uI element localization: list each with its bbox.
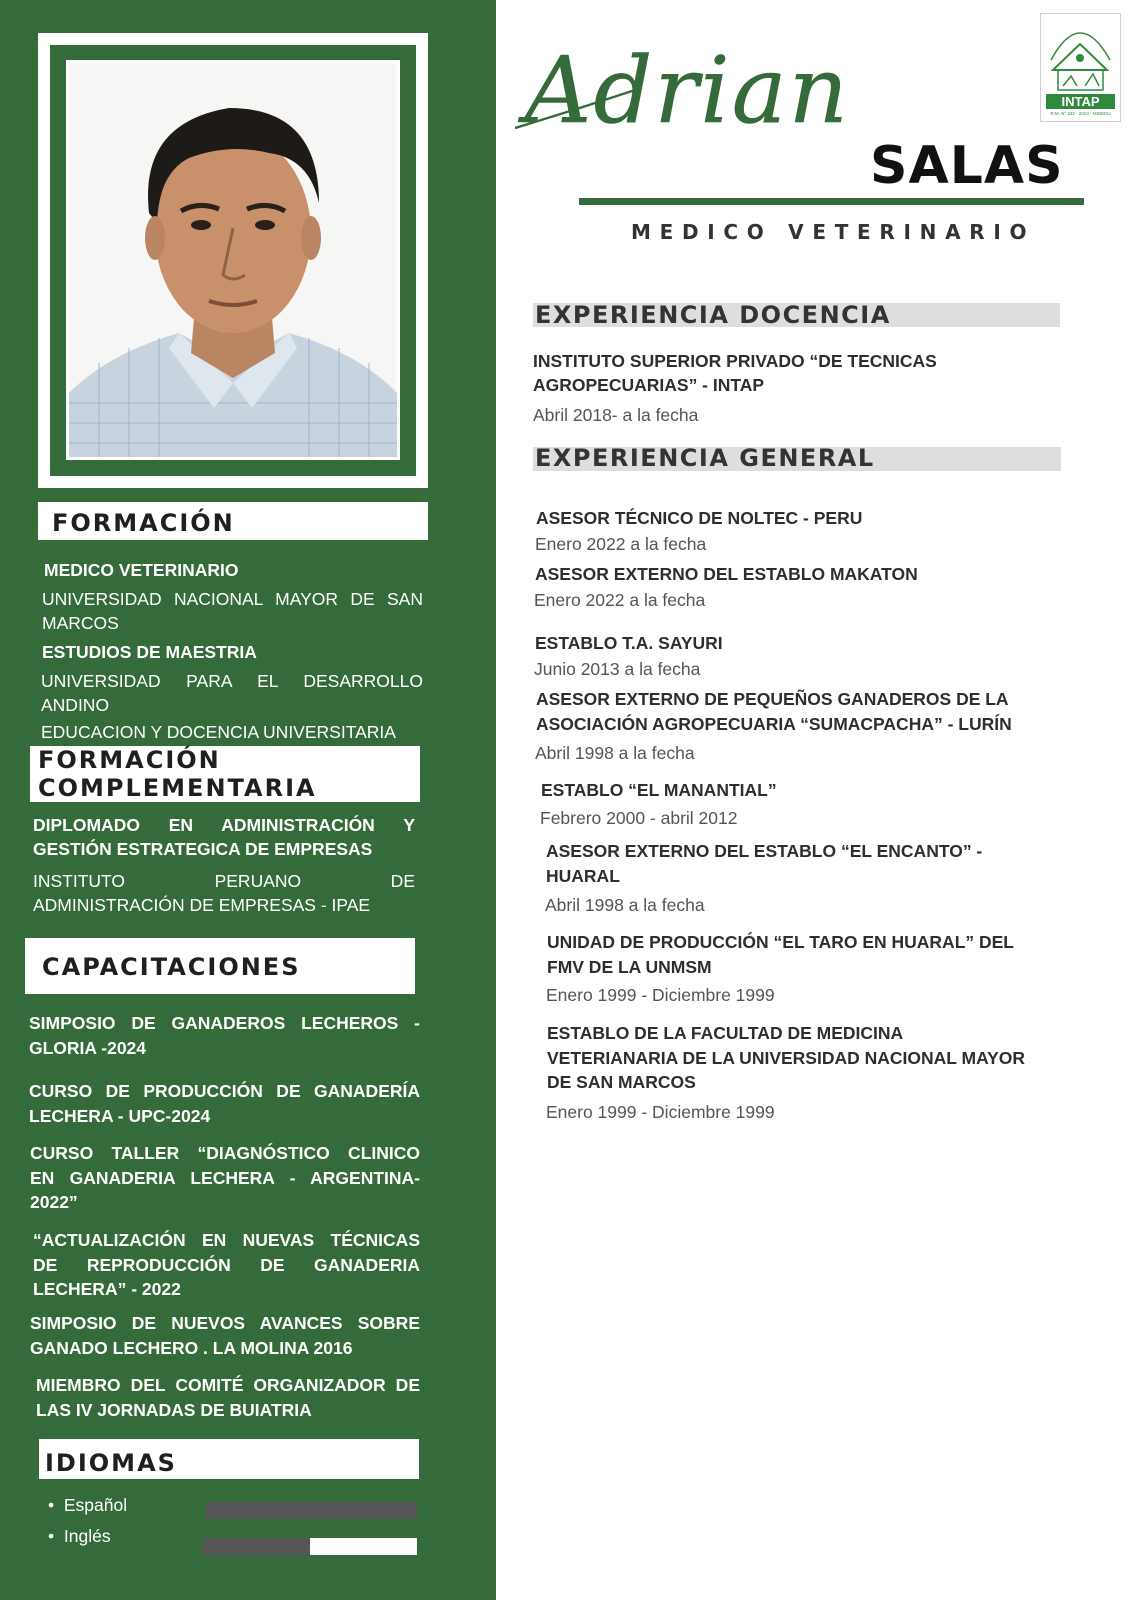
capacitacion-item	[30, 1311, 420, 1360]
formacion-school-1-line-1: UNIVERSIDAD NACIONAL MAYOR DE SAN	[42, 589, 423, 609]
capacitacion-line: 2022”	[30, 1192, 78, 1212]
profile-photo	[69, 63, 397, 457]
sidebar	[0, 0, 496, 1600]
job-title-line: ASESOR EXTERNO DEL ESTABLO “EL ENCANTO” -	[546, 841, 983, 861]
job-date: Abril 1998 a la fecha	[535, 743, 695, 763]
capacitacion-line: CURSO TALLER “DIAGNÓSTICO CLINICO	[30, 1143, 420, 1163]
formacion-field-2: EDUCACION Y DOCENCIA UNIVERSITARIA	[41, 722, 396, 742]
idioma-level-bar-espanol	[206, 1502, 417, 1519]
complementaria-institute-line-1: INSTITUTO PERUANO DE	[33, 871, 415, 891]
capacitacion-line: LECHERA” - 2022	[33, 1279, 181, 1299]
capacitacion-line: SIMPOSIO DE GANADEROS LECHEROS -	[29, 1013, 420, 1033]
profession: MEDICO VETERINARIO	[631, 220, 1036, 244]
job-date: Enero 2022 a la fecha	[535, 534, 707, 554]
docencia-date: Abril 2018- a la fecha	[533, 405, 699, 425]
job-title-line: FMV DE LA UNMSM	[547, 956, 712, 977]
capacitacion-item	[30, 1141, 420, 1215]
intap-logo	[1040, 13, 1121, 122]
title-divider	[579, 198, 1084, 205]
job-title-line: VETERIANARIA DE LA UNIVERSIDAD NACIONAL MAYOR	[547, 1047, 1026, 1068]
formacion-school-2-line-2: ANDINO	[41, 695, 110, 715]
capacitacion-line: GANADO LECHERO . LA MOLINA 2016	[30, 1337, 353, 1358]
formacion-header	[38, 502, 428, 540]
capacitacion-line: CURSO DE PRODUCCIÓN DE GANADERÍA	[29, 1081, 420, 1101]
job-title-line: ASESOR EXTERNO DEL ESTABLO MAKATON	[535, 564, 918, 584]
docencia-title: EXPERIENCIA DOCENCIA	[535, 301, 891, 329]
job-title-line: DE SAN MARCOS	[547, 1072, 696, 1092]
last-name: SALAS	[870, 136, 1064, 196]
job-title-line: HUARAL	[546, 865, 620, 886]
job-title-line: ASESOR EXTERNO DE PEQUEÑOS GANADEROS DE LA	[536, 689, 1009, 709]
portrait-illustration	[69, 63, 397, 457]
job-date: Febrero 2000 - abril 2012	[540, 808, 738, 828]
docencia-org-line-1: INSTITUTO SUPERIOR PRIVADO “DE TECNICAS	[533, 351, 937, 371]
docencia-org-line-2: AGROPECUARIAS” - INTAP	[533, 375, 765, 395]
intap-logo-rm: R.M. N° 332 - 2024 - MINEDU	[1050, 111, 1111, 116]
job-title-line: UNIDAD DE PRODUCCIÓN “EL TARO EN HUARAL” DEL	[547, 932, 1014, 952]
idioma-label: Inglés	[63, 1526, 111, 1546]
capacitacion-item	[29, 1011, 420, 1060]
capacitacion-line: SIMPOSIO DE NUEVOS AVANCES SOBRE	[30, 1313, 420, 1333]
bullet-icon: •	[48, 1495, 55, 1515]
signature-first-name	[515, 30, 915, 140]
complementaria-institute-line-2: ADMINISTRACIÓN DE EMPRESAS - IPAE	[33, 895, 371, 915]
capacitaciones-title: CAPACITACIONES	[42, 953, 301, 981]
idioma-item-espanol	[48, 1493, 127, 1517]
idiomas-title: IDIOMAS	[45, 1449, 177, 1477]
job-date: Enero 1999 - Diciembre 1999	[546, 985, 775, 1005]
complementaria-title-line-1: FORMACIÓN	[38, 746, 221, 774]
capacitacion-line: LAS IV JORNADAS DE BUIATRIA	[36, 1399, 312, 1420]
capacitacion-line: LECHERA - UPC-2024	[29, 1105, 211, 1126]
formacion-title: FORMACIÓN	[52, 509, 235, 537]
job-date: Enero 2022 a la fecha	[534, 590, 706, 610]
formacion-degree-2: ESTUDIOS DE MAESTRIA	[42, 642, 257, 662]
complementaria-diploma-line-1: DIPLOMADO EN ADMINISTRACIÓN Y	[33, 815, 415, 835]
idioma-item-ingles	[48, 1524, 111, 1548]
capacitacion-item	[33, 1228, 420, 1302]
complementaria-header	[30, 746, 420, 802]
idiomas-header	[39, 1439, 419, 1479]
formacion-degree-1: MEDICO VETERINARIO	[44, 560, 239, 580]
general-title: EXPERIENCIA GENERAL	[535, 444, 875, 472]
job-title-line: ASESOR TÉCNICO DE NOLTEC - PERU	[536, 508, 863, 528]
capacitacion-line: MIEMBRO DEL COMITÉ ORGANIZADOR DE	[36, 1375, 420, 1395]
job-date: Junio 2013 a la fecha	[534, 659, 701, 679]
formacion-school-2-line-1: UNIVERSIDAD PARA EL DESARROLLO	[41, 671, 423, 691]
formacion-school-1-line-2: MARCOS	[42, 613, 119, 633]
capacitacion-line: GLORIA -2024	[29, 1037, 147, 1058]
first-name: Adrian	[525, 37, 850, 140]
job-title-line: ESTABLO DE LA FACULTAD DE MEDICINA	[547, 1023, 904, 1043]
job-title-line: ASOCIACIÓN AGROPECUARIA “SUMACPACHA” - LURÍN	[536, 713, 1012, 734]
capacitacion-line: DE REPRODUCCIÓN DE GANADERIA	[33, 1254, 420, 1275]
job-date: Enero 1999 - Diciembre 1999	[546, 1102, 775, 1122]
job-title-line: ESTABLO T.A. SAYURI	[535, 633, 723, 653]
profile-photo-frame	[38, 33, 428, 488]
idioma-label: Español	[63, 1495, 128, 1515]
capacitacion-line: EN GANADERIA LECHERA - ARGENTINA-	[30, 1167, 420, 1188]
job-title-line: ESTABLO “EL MANANTIAL”	[541, 780, 777, 800]
capacitaciones-header	[25, 938, 415, 994]
capacitacion-line: “ACTUALIZACIÓN EN NUEVAS TÉCNICAS	[33, 1230, 420, 1250]
capacitacion-item	[36, 1373, 420, 1422]
capacitacion-item	[29, 1079, 420, 1128]
complementaria-diploma-line-2: GESTIÓN ESTRATEGICA DE EMPRESAS	[33, 839, 373, 859]
idioma-level-bar-ingles	[203, 1538, 417, 1555]
complementaria-title-line-2: COMPLEMENTARIA	[38, 774, 317, 802]
intap-logo-text: INTAP	[1046, 94, 1115, 109]
bullet-icon: •	[48, 1526, 55, 1546]
job-date: Abril 1998 a la fecha	[545, 895, 705, 915]
